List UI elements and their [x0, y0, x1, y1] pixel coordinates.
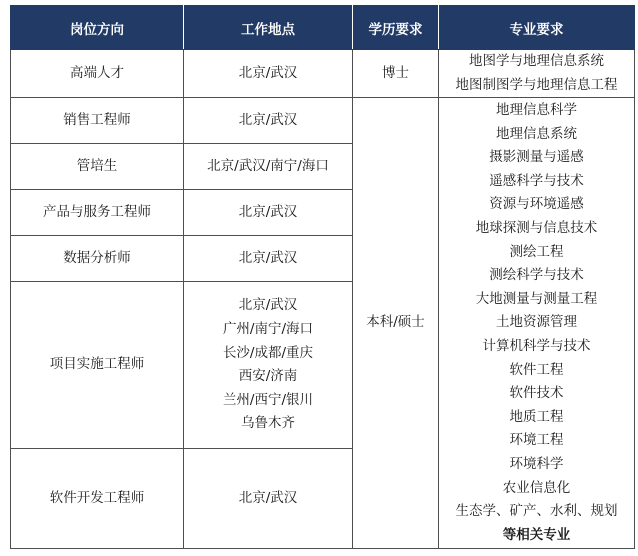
location-item: 广州/南宁/海口 — [222, 321, 314, 337]
location-cell: 北京/武汉 — [184, 190, 353, 236]
location-item: 乌鲁木齐 — [241, 415, 295, 432]
major-item: 资源与环境遥感 — [489, 196, 584, 213]
education-cell: 博士 — [353, 50, 439, 98]
position-cell: 数据分析师 — [11, 236, 184, 282]
major-item: 测绘科学与技术 — [489, 267, 584, 284]
location-cell — [184, 282, 353, 449]
location-cell: 北京/武汉 — [184, 236, 353, 282]
recruitment-table — [10, 5, 635, 549]
position-cell: 项目实施工程师 — [11, 282, 184, 449]
location-cell: 北京/武汉 — [184, 98, 353, 144]
major-item: 软件工程 — [509, 361, 564, 378]
location-cell: 北京/武汉 — [184, 50, 353, 98]
major-cell-rest — [439, 98, 635, 549]
location-cell: 北京/武汉 — [184, 449, 353, 549]
major-item: 农业信息化 — [502, 479, 571, 496]
major-item: 地图制图学与地理信息工程 — [455, 76, 618, 93]
position-cell: 销售工程师 — [11, 98, 184, 144]
major-cell-top — [439, 50, 635, 98]
major-item: 地理信息科学 — [496, 102, 577, 119]
major-footer: 等相关专业 — [502, 526, 571, 543]
position-cell: 管培生 — [11, 144, 184, 190]
major-item: 生态学、矿产、水利、规划 — [455, 503, 618, 520]
location-item: 长沙/成都/重庆 — [222, 344, 314, 361]
header-major: 专业要求 — [439, 6, 635, 50]
major-item: 大地测量与测量工程 — [475, 290, 598, 307]
table-row — [11, 50, 635, 98]
header-location: 工作地点 — [184, 6, 353, 50]
location-item: 西安/济南 — [238, 368, 298, 385]
major-item: 地理信息系统 — [496, 125, 577, 142]
major-item: 地球探测与信息技术 — [475, 220, 598, 237]
major-item: 摄影测量与遥感 — [489, 149, 584, 166]
position-cell: 高端人才 — [11, 50, 184, 98]
major-item: 环境工程 — [509, 432, 564, 449]
location-cell: 北京/武汉/南宁/海口 — [184, 144, 353, 190]
major-item: 遥感科学与技术 — [489, 172, 584, 189]
major-item: 软件技术 — [509, 385, 564, 402]
position-cell: 软件开发工程师 — [11, 449, 184, 549]
header-position: 岗位方向 — [11, 6, 184, 50]
major-item: 测绘工程 — [509, 243, 564, 260]
header-education: 学历要求 — [353, 6, 439, 50]
major-item: 环境科学 — [509, 455, 564, 472]
header-row — [11, 6, 635, 50]
major-item: 地图学与地理信息系统 — [469, 53, 604, 69]
major-item: 计算机科学与技术 — [482, 337, 591, 354]
education-cell: 本科/硕士 — [353, 98, 439, 549]
position-cell: 产品与服务工程师 — [11, 190, 184, 236]
table-row — [11, 98, 635, 144]
major-item: 土地资源管理 — [496, 314, 577, 331]
location-item: 北京/武汉 — [238, 297, 298, 314]
location-item: 兰州/西宁/银川 — [222, 391, 314, 408]
major-item: 地质工程 — [509, 408, 564, 425]
